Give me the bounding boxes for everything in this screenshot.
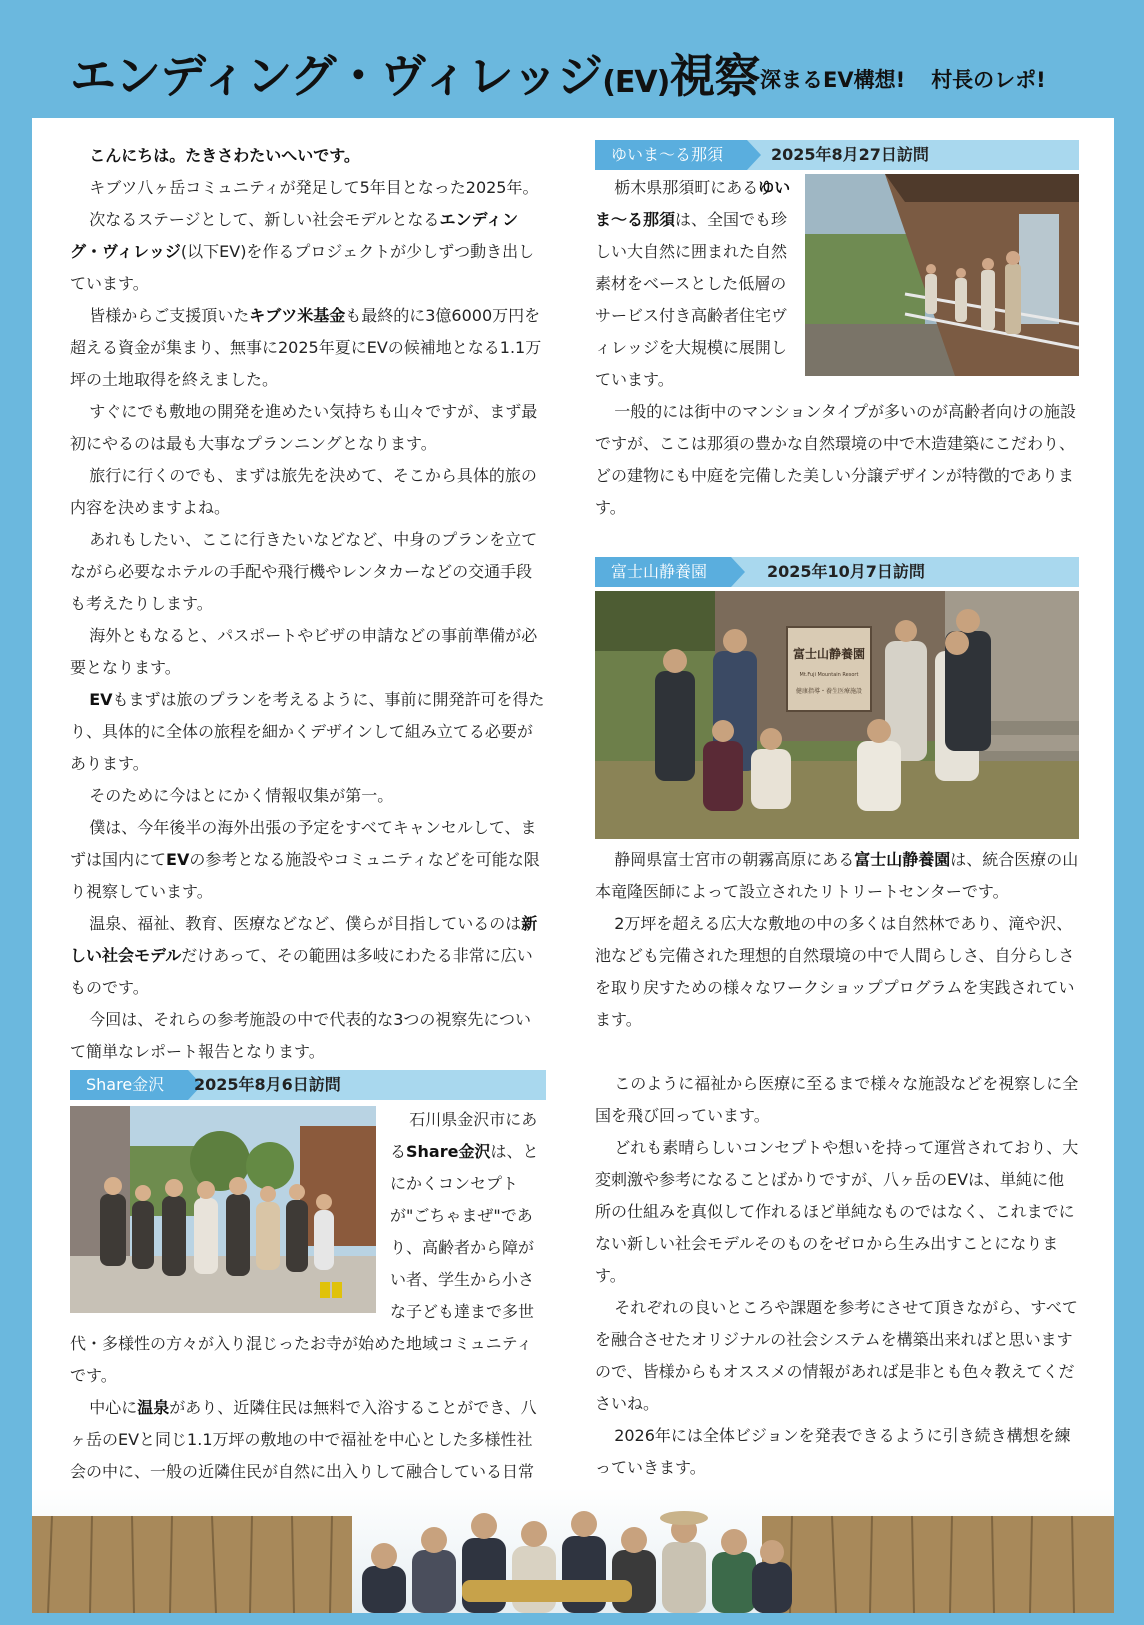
yuima-nasu-heading (595, 140, 1079, 170)
share-kanazawa-photo (70, 1106, 376, 1313)
title-end: 視察 (669, 49, 760, 103)
fuji-date: 2025年10月7日訪問 (767, 562, 925, 581)
share-kanazawa-heading (70, 1070, 546, 1100)
fuji-sign (787, 627, 871, 711)
yuima-nasu-section (595, 140, 1079, 524)
share-kanazawa-date: 2025年8月6日訪問 (194, 1075, 341, 1094)
fuji-sign-title: 富士山静養園 (792, 647, 865, 661)
intro-paragraph: 海外ともなると、パスポートやビザの申請などの事前準備が必要となります。 (70, 626, 538, 677)
intro-paragraph: キブツ八ヶ岳コミュニティが発足して5年目となった2025年。 (89, 178, 539, 197)
closing-paragraph: どれも素晴らしいコンセプトや想いを持って運営されており、大変刺激や参考になることばかりですが、八ヶ岳のEVは、単純に他所の仕組みを真似して作れるほど単純なものではなく、これまでにない新しい社会モデルそのものをゼロから生み出すことになります。 (595, 1138, 1079, 1285)
intro-paragraph: 皆様からご支援頂いたキブツ米基金も最終的に3億6000万円を超える資金が集まり、無事に2025年夏にEVの候補地となる1.1万坪の土地取得を終えました。 (70, 306, 542, 389)
subtitle-1: 深まるEV構想! (760, 68, 906, 92)
fuji-tag: 富士山静養園 (595, 557, 731, 587)
closing-paragraph: それぞれの良いところや課題を参考にさせて頂きながら、すべてを融合させたオリジナルの社会システムを構築出来ればと思いますので、皆様からもオススメの情報があれば是非とも色々教えてくださいね。 (595, 1298, 1078, 1413)
title-ev: (EV) (602, 65, 670, 100)
group-photo-icon (70, 1106, 376, 1313)
intro-section (70, 140, 546, 1068)
fuji-heading (595, 557, 1079, 587)
intro-paragraph: 今回は、それらの参考施設の中で代表的な3つの視察先について簡単なレポート報告となります。 (70, 1010, 532, 1061)
intro-paragraph: あれもしたい、ここに行きたいなどなど、中身のプランを立てながら必要なホテルの手配や飛行機やレンタカーなどの交通手段も考えたりします。 (70, 530, 538, 613)
intro-paragraph: そのために今はとにかく情報収集が第一。 (89, 786, 394, 805)
fuji-section (595, 557, 1079, 1036)
title-main: エンディング・ヴィレッジ (70, 49, 603, 103)
harvest-photo-icon (32, 1488, 1114, 1613)
fuji-sign-sub: 健康指導・養生医療施設 (795, 688, 862, 695)
share-kanazawa-section (70, 1070, 546, 1520)
intro-paragraph: EVもまずは旅のプランを考えるように、事前に開発許可を得たり、具体的に全体の旅程を細かくデザインして組み立てる必要があります。 (70, 690, 545, 773)
content-panel (32, 118, 1114, 1613)
closing-section (595, 1068, 1079, 1484)
yuima-nasu-tag: ゆいま～る那須 (595, 140, 747, 170)
intro-paragraph: 温泉、福祉、教育、医療などなど、僕らが目指しているのは新しい社会モデルだけあって、その範囲は多岐にわたる非常に広いものです。 (70, 914, 538, 997)
intro-paragraph: 僕は、今年後半の海外出張の予定をすべてキャンセルして、まずは国内にてEVの参考となる施設やコミュニティなどを可能な限り視察しています。 (70, 818, 540, 901)
page-subtitle (760, 64, 1046, 94)
closing-paragraph: 2026年には全体ビジョンを発表できるように引き続き構想を練っていきます。 (595, 1426, 1071, 1477)
share-kanazawa-tag: Share金沢 (70, 1070, 188, 1100)
building-photo-icon (805, 174, 1079, 376)
intro-paragraph: 次なるステージとして、新しい社会モデルとなるエンディング・ヴィレッジ(以下EV)を作るプロジェクトが少しずつ動き出しています。 (70, 210, 535, 293)
fuji-photo (595, 591, 1079, 839)
page-title (70, 40, 759, 106)
subtitle-2: 村長のレポ! (931, 68, 1046, 92)
yuima-nasu-photo (805, 174, 1079, 376)
intro-paragraph: 旅行に行くのでも、まずは旅先を決めて、そこから具体的旅の内容を決めますよね。 (70, 466, 537, 517)
yuima-nasu-date: 2025年8月27日訪問 (771, 145, 929, 164)
bottom-harvest-photo (32, 1488, 1114, 1613)
fuji-sign-en: Mt.Fuji Mountain Resort (799, 672, 859, 678)
share-kanazawa-text: 石川県金沢市にあるShare金沢は、とにかくコンセプトが"ごちゃまぜ"であり、高齢者から障がい者、学生から小さな子ども達まで多世代・多様性の方々が入り混じったお寺が始めた地域コミュニティです。 中心に温泉があり、近隣住民は無料で入浴することができ、八ヶ岳のEVと同じ1.1万坪の敷地の中で福祉を中心とした多様性社会の中に、一般の近隣住民が自然に出入りして融合している日常 (70, 1104, 546, 1520)
intro-greeting: こんにちは。たきさわたいへいです。 (89, 146, 360, 165)
page-header (0, 0, 1144, 118)
closing-paragraph: このように福祉から医療に至るまで様々な施設などを視察しに全国を飛び回っています。 (595, 1074, 1079, 1125)
intro-paragraph: すぐにでも敷地の開発を進めたい気持ちも山々ですが、まず最初にやるのは最も大事なプランニングとなります。 (70, 402, 538, 453)
yuima-nasu-text: 栃木県那須町にあるゆいま～る那須は、全国でも珍しい大自然に囲まれた自然素材をベースとした低層のサービス付き高齢者住宅ヴィレッジを大規模に展開しています。 一般的には街中のマンションタイプが多いのが高齢者向けの施設ですが、ここは那須の豊かな自然環境の中で木造建築にこだわり、どの建物にも中庭を完備した美しい分譲デザインが特徴的であります。 (595, 172, 1079, 524)
fuji-text: 静岡県富士宮市の朝霧高原にある富士山静養園は、統合医療の山本竜隆医師によって設立されたリトリートセンターです。 2万坪を超える広大な敷地の中の多くは自然林であり、滝や沢、池なども完備された理想的自然環境の中で人間らしさ、自分らしさを取り戻すための様々なワークショッププログラムを実践されています。 (595, 850, 1079, 1029)
